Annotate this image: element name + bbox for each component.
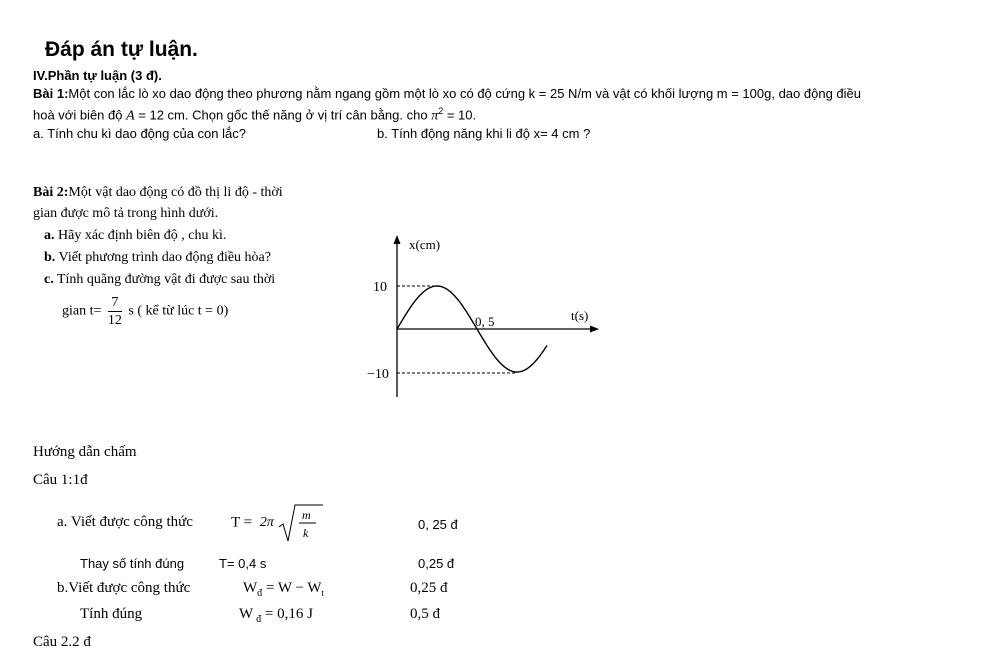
amp-variable: A bbox=[126, 108, 135, 124]
item-text: Hãy xác định biên độ , chu kì. bbox=[54, 228, 227, 243]
row3-score: 0,25 đ bbox=[410, 580, 448, 596]
time-fraction bbox=[108, 294, 122, 329]
row4-score: 0,5 đ bbox=[410, 606, 440, 622]
t-axis-label: t(s) bbox=[571, 308, 589, 323]
formula-W: W bbox=[239, 606, 254, 622]
subscript-d: đ bbox=[257, 588, 263, 599]
formula-mid: = W − W bbox=[262, 580, 322, 596]
bai2-item-a bbox=[44, 228, 226, 244]
bai2-label: Bài 2: bbox=[33, 185, 69, 200]
formula-W: W bbox=[243, 580, 258, 596]
row2-label: Thay số tính đúng bbox=[80, 556, 185, 571]
page-title: Đáp án tự luận. bbox=[45, 38, 198, 61]
sqrt-sign-icon bbox=[278, 503, 324, 543]
row1-label: a. Viết được công thức bbox=[57, 514, 193, 530]
bai1-line2 bbox=[33, 106, 476, 124]
section-heading: IV.Phần tự luận (3 đ). bbox=[33, 68, 162, 83]
row1-score: 0, 25 đ bbox=[418, 517, 458, 532]
row4-label: Tính đúng bbox=[80, 606, 143, 622]
fraction-denominator: 12 bbox=[107, 313, 122, 328]
pi-exponent: 2 bbox=[438, 106, 444, 116]
fraction-numerator: 7 bbox=[108, 294, 122, 312]
period-formula bbox=[231, 503, 324, 543]
displacement-time-graph bbox=[355, 225, 605, 405]
bai2-item-c bbox=[44, 272, 275, 288]
y-axis-label: x(cm) bbox=[409, 237, 441, 252]
item-mark: a. bbox=[44, 228, 55, 243]
bai1-question-a: a. Tính chu kì dao động của con lắc? bbox=[33, 126, 246, 141]
sqrt-numerator: m bbox=[301, 508, 311, 522]
bai2-item-c-cont bbox=[62, 294, 228, 329]
row2-value: T= 0,4 s bbox=[219, 556, 267, 571]
item-text: Viết phương trình dao động điều hòa? bbox=[55, 250, 271, 265]
bai1-text1: Một con lắc lò xo dao động theo phương nằm ngang gồm một lò xo có độ cứng k = 25 N/m và vật có khối lượng m = 100g, dao động điều bbox=[68, 86, 861, 101]
sqrt-denominator: k bbox=[302, 526, 308, 540]
kinetic-value bbox=[239, 606, 313, 625]
bai2-item-b bbox=[44, 250, 271, 266]
item-text: Tính quãng đường vật đi được sau thời bbox=[53, 272, 276, 287]
y-axis-arrow-icon bbox=[394, 235, 401, 244]
row2-score: 0,25 đ bbox=[418, 556, 455, 571]
bai1-label: Bài 1: bbox=[33, 86, 69, 101]
bai1-question-b: b. Tính động năng khi li độ x= 4 cm ? bbox=[377, 126, 591, 141]
formula-2pi: 2π bbox=[259, 515, 274, 530]
bai1-line1 bbox=[33, 86, 861, 101]
pi-symbol: π bbox=[431, 108, 439, 124]
bai2-line2: gian được mô tả trong hình dưới. bbox=[33, 206, 219, 221]
gian-post: s ( kể từ lúc t = 0) bbox=[128, 303, 229, 319]
value-text: = 0,16 J bbox=[261, 606, 313, 622]
energy-formula bbox=[243, 580, 324, 599]
t-tick-label: 0, 5 bbox=[475, 314, 495, 329]
y-min-label: −10 bbox=[367, 367, 389, 382]
cau2-heading: Câu 2.2 đ bbox=[33, 634, 91, 650]
bai2-text1: Một vật dao động có đồ thị li độ - thời bbox=[68, 185, 283, 200]
bai2-line1 bbox=[33, 185, 283, 201]
t-axis-arrow-icon bbox=[590, 326, 599, 333]
row3-label: b.Viết được công thức bbox=[57, 580, 191, 596]
y-max-label: 10 bbox=[373, 280, 387, 295]
guide-heading: Hướng dẫn chấm bbox=[33, 444, 137, 460]
subscript-d: đ bbox=[256, 614, 262, 625]
gian-pre: gian t= bbox=[62, 303, 102, 319]
item-mark: c. bbox=[44, 272, 54, 287]
bai1-text2-pre: hoà với biên độ bbox=[33, 107, 123, 123]
formula-T: T = bbox=[231, 514, 253, 531]
cau1-heading: Câu 1:1đ bbox=[33, 472, 88, 488]
subscript-t: t bbox=[321, 588, 325, 598]
bai1-text2-mid: = 12 cm. Chọn gốc thế năng ở vị trí cân bằng. cho bbox=[134, 107, 428, 123]
item-mark: b. bbox=[44, 250, 56, 265]
bai1-text2-post: = 10. bbox=[443, 107, 477, 123]
